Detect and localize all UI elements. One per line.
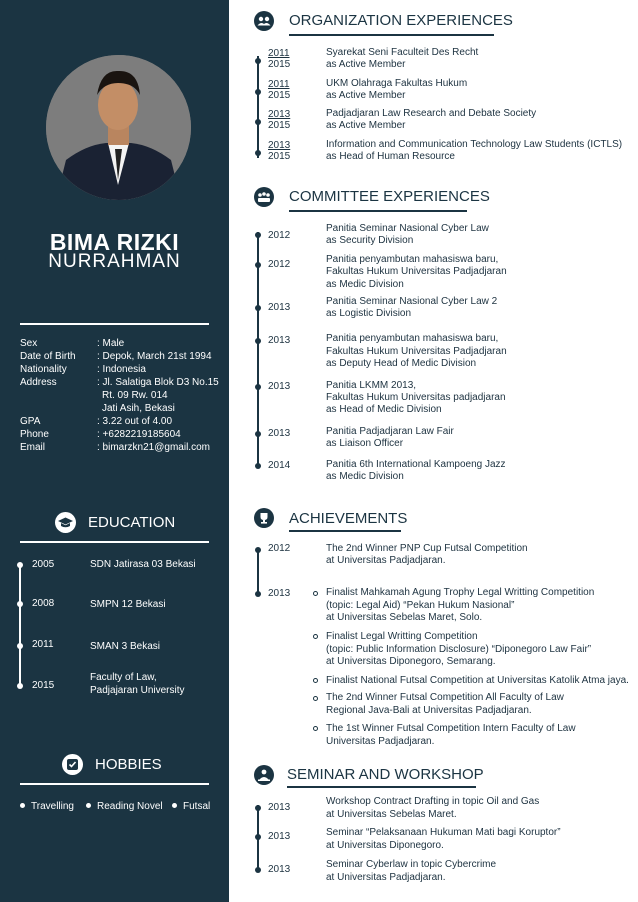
bullet-icon xyxy=(172,803,177,808)
education-year: 2015 xyxy=(32,680,55,691)
committee-line: as Security Division xyxy=(326,235,414,246)
presenter-icon xyxy=(254,765,274,785)
committee-line: Panitia Seminar Nasional Cyber Law 2 xyxy=(326,296,498,307)
committee-line: Fakultas Hukum Universitas Padjadjaran xyxy=(326,266,507,277)
education-school: SDN Jatirasa 03 Bekasi xyxy=(90,559,196,570)
education-year: 2011 xyxy=(32,639,54,650)
education-year: 2005 xyxy=(32,559,55,570)
trophy-icon xyxy=(254,508,274,528)
info-value: : 3.22 out of 4.00 xyxy=(97,416,173,427)
committee-title: COMMITTEE EXPERIENCES xyxy=(289,188,490,205)
achievement-line: Regional Java-Bali at Universitas Padjadjaran. xyxy=(326,705,532,716)
year-start: 2013 xyxy=(268,109,291,120)
hobbies-title: HOBBIES xyxy=(95,756,162,773)
info-label: Email xyxy=(20,442,46,453)
seminar-line: Seminar “Pelaksanaan Hukuman Mati bagi Koruptor” xyxy=(326,827,561,838)
organization-timeline xyxy=(257,56,259,158)
education-timeline xyxy=(19,565,21,687)
sidebar xyxy=(0,0,229,902)
timeline-dot xyxy=(255,547,261,553)
year-end: 2015 xyxy=(268,120,291,131)
info-value: : +6282219185604 xyxy=(97,429,181,440)
seminar-year: 2013 xyxy=(268,864,291,875)
timeline-dot xyxy=(17,643,23,649)
achievement-line: at Universitas Sebelas Maret, Solo. xyxy=(326,612,483,623)
achievement-line: (topic: Public Information Disclosure) “Diponegoro Law Fair” xyxy=(326,644,592,655)
timeline-dot xyxy=(255,384,261,390)
circle-bullet-icon xyxy=(313,591,318,596)
hobby-item: Reading Novel xyxy=(97,801,163,812)
info-label: Sex xyxy=(20,338,38,349)
achievement-line: at Universitas Diponegoro, Semarang. xyxy=(326,656,496,667)
info-value: : bimarzkn21@gmail.com xyxy=(97,442,210,453)
timeline-dot xyxy=(255,89,261,95)
timeline-dot xyxy=(255,305,261,311)
seminar-line: at Universitas Diponegoro. xyxy=(326,840,444,851)
education-school: Padjajaran University xyxy=(90,685,185,696)
checkmark-icon xyxy=(62,754,83,775)
year-end: 2015 xyxy=(268,90,291,101)
committee-line: Panitia Seminar Nasional Cyber Law xyxy=(326,223,489,234)
committee-year: 2013 xyxy=(268,381,291,392)
info-value: : Depok, March 21st 1994 xyxy=(97,351,212,362)
info-label: Address xyxy=(20,377,57,388)
info-label: Date of Birth xyxy=(20,351,76,362)
info-label: GPA xyxy=(20,416,41,427)
committee-year: 2012 xyxy=(268,230,291,241)
education-school: SMPN 12 Bekasi xyxy=(90,599,166,610)
bullet-icon xyxy=(86,803,91,808)
achievement-line: Finalist Legal Writting Competition xyxy=(326,631,478,642)
seminar-line: at Universitas Sebelas Maret. xyxy=(326,809,457,820)
info-value: Jati Asih, Bekasi xyxy=(102,403,175,414)
org-name: Padjadjaran Law Research and Debate Society xyxy=(326,108,537,119)
org-role: as Active Member xyxy=(326,90,406,101)
achievement-year: 2013 xyxy=(268,588,291,599)
seminar-year: 2013 xyxy=(268,831,291,842)
info-value: : Jl. Salatiga Blok D3 No.15 xyxy=(97,377,219,388)
org-role: as Active Member xyxy=(326,120,406,131)
committee-line: as Medic Division xyxy=(326,471,404,482)
seminar-line: Workshop Contract Drafting in topic Oil and Gas xyxy=(326,796,540,807)
title-underline xyxy=(289,34,494,36)
year-end: 2015 xyxy=(268,59,291,70)
people-icon xyxy=(254,11,274,31)
timeline-dot xyxy=(17,683,23,689)
achievement-line: Universitas Padjadjaran. xyxy=(326,736,435,747)
education-title: EDUCATION xyxy=(88,514,176,531)
committee-line: as Head of Medic Division xyxy=(326,404,442,415)
timeline-dot xyxy=(255,805,261,811)
education-year: 2008 xyxy=(32,598,55,609)
seminar-year: 2013 xyxy=(268,802,291,813)
achievements-timeline xyxy=(257,548,259,594)
bullet-icon xyxy=(20,803,25,808)
committee-line: Panitia penyambutan mahasiswa baru, xyxy=(326,254,499,265)
year-start: 2013 xyxy=(268,140,291,151)
circle-bullet-icon xyxy=(313,696,318,701)
info-label: Nationality xyxy=(20,364,67,375)
committee-year: 2013 xyxy=(268,302,291,313)
seminar-line: Seminar Cyberlaw in topic Cybercrime xyxy=(326,859,497,870)
timeline-dot xyxy=(17,562,23,568)
education-school: Faculty of Law, xyxy=(90,672,157,683)
timeline-dot xyxy=(255,338,261,344)
timeline-dot xyxy=(255,119,261,125)
achievement-line: The 1st Winner Futsal Competition Intern Faculty of Law xyxy=(326,723,576,734)
timeline-dot xyxy=(255,867,261,873)
info-value: Rt. 09 Rw. 014 xyxy=(102,390,168,401)
hobby-item: Travelling xyxy=(31,801,74,812)
info-label: Phone xyxy=(20,429,49,440)
year-end: 2015 xyxy=(268,151,291,162)
education-school: SMAN 3 Bekasi xyxy=(90,641,161,652)
achievement-line: at Universitas Padjadjaran. xyxy=(326,555,446,566)
achievement-line: (topic: Legal Aid) “Pekan Hukum Nasional” xyxy=(326,600,515,611)
achievement-line: The 2nd Winner PNP Cup Futsal Competition xyxy=(326,543,528,554)
info-value: : Indonesia xyxy=(97,364,146,375)
first-name: BIMA RIZKI xyxy=(49,229,180,255)
divider xyxy=(20,323,209,325)
achievements-title: ACHIEVEMENTS xyxy=(289,510,408,527)
circle-bullet-icon xyxy=(313,726,318,731)
committee-line: Fakultas Hukum Universitas Padjadjaran xyxy=(326,346,507,357)
org-role: as Head of Human Resource xyxy=(326,151,455,162)
committee-year: 2014 xyxy=(268,460,291,471)
achievement-year: 2012 xyxy=(268,543,291,554)
committee-line: Panitia 6th International Kampoeng Jazz xyxy=(326,459,506,470)
achievement-line: Finalist Mahkamah Agung Trophy Legal Writting Competition xyxy=(326,587,595,598)
committee-line: Panitia Padjadjaran Law Fair xyxy=(326,426,454,437)
org-role: as Active Member xyxy=(326,59,406,70)
committee-line: as Logistic Division xyxy=(326,308,412,319)
title-underline xyxy=(287,786,476,788)
meeting-icon xyxy=(254,187,274,207)
committee-line: as Deputy Head of Medic Division xyxy=(326,358,477,369)
committee-line: as Liaison Officer xyxy=(326,438,404,449)
timeline-dot xyxy=(255,58,261,64)
timeline-dot xyxy=(255,463,261,469)
title-underline xyxy=(289,210,467,212)
seminar-line: at Universitas Padjadjaran. xyxy=(326,872,446,883)
hobby-item: Futsal xyxy=(183,801,211,812)
committee-line: Fakultas Hukum Universitas padjadjaran xyxy=(326,392,506,403)
last-name: NURRAHMAN xyxy=(48,251,181,272)
year-start: 2011 xyxy=(268,48,290,59)
graduation-cap-icon xyxy=(55,512,76,533)
timeline-dot xyxy=(255,591,261,597)
achievement-line: Finalist National Futsal Competition at Universitas Katolik Atma jaya. xyxy=(326,675,629,686)
committee-year: 2012 xyxy=(268,259,291,270)
committee-line: Panitia penyambutan mahasiswa baru, xyxy=(326,333,499,344)
divider xyxy=(20,783,209,785)
info-value: : Male xyxy=(97,338,125,349)
org-name: UKM Olahraga Fakultas Hukum xyxy=(326,78,468,89)
circle-bullet-icon xyxy=(313,678,318,683)
committee-line: as Medic Division xyxy=(326,279,404,290)
divider xyxy=(20,541,209,543)
achievement-line: The 2nd Winner Futsal Competition All Faculty of Law xyxy=(326,692,564,703)
timeline-dot xyxy=(255,232,261,238)
committee-year: 2013 xyxy=(268,428,291,439)
circle-bullet-icon xyxy=(313,634,318,639)
org-name: Syarekat Seni Faculteit Des Recht xyxy=(326,47,479,58)
committee-line: Panitia LKMM 2013, xyxy=(326,380,417,391)
timeline-dot xyxy=(255,834,261,840)
timeline-dot xyxy=(255,431,261,437)
committee-year: 2013 xyxy=(268,335,291,346)
timeline-dot xyxy=(255,150,261,156)
seminar-title: SEMINAR AND WORKSHOP xyxy=(287,766,484,783)
profile-photo xyxy=(46,55,191,200)
timeline-dot xyxy=(17,601,23,607)
title-underline xyxy=(289,530,401,532)
timeline-dot xyxy=(255,262,261,268)
organization-title: ORGANIZATION EXPERIENCES xyxy=(289,12,513,29)
year-start: 2011 xyxy=(268,79,290,90)
org-name: Information and Communication Technology Law Students (ICTLS) xyxy=(326,139,623,150)
